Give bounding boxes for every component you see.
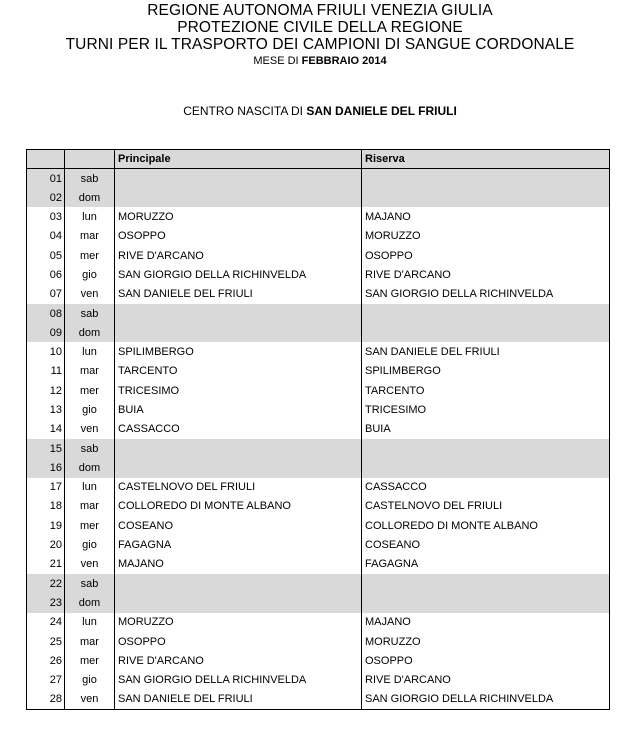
- table-row: [27, 265, 610, 284]
- table-row: [27, 207, 610, 226]
- weekday-cell: mer: [65, 651, 115, 670]
- table-row: [27, 458, 610, 477]
- day-cell: 22: [27, 574, 65, 593]
- center-name: SAN DANIELE DEL FRIULI: [306, 104, 457, 118]
- day-cell: 17: [27, 478, 65, 497]
- day-cell: 09: [27, 323, 65, 342]
- riserva-cell: BUIA: [362, 420, 610, 439]
- principale-cell: SAN GIORGIO DELLA RICHINVELDA: [115, 671, 362, 690]
- riserva-cell: TARCENTO: [362, 381, 610, 400]
- principale-cell: [115, 304, 362, 323]
- riserva-cell: FAGAGNA: [362, 555, 610, 574]
- principale-cell: MORUZZO: [115, 207, 362, 226]
- header-day: [27, 150, 65, 169]
- table-row: [27, 439, 610, 458]
- principale-cell: BUIA: [115, 400, 362, 419]
- riserva-cell: COSEANO: [362, 535, 610, 554]
- table-row: [27, 323, 610, 342]
- principale-cell: MORUZZO: [115, 613, 362, 632]
- header-principale: Principale: [115, 150, 362, 169]
- riserva-cell: SAN GIORGIO DELLA RICHINVELDA: [362, 690, 610, 709]
- weekday-cell: gio: [65, 400, 115, 419]
- table-row: [27, 593, 610, 612]
- day-cell: 11: [27, 362, 65, 381]
- principale-cell: [115, 593, 362, 612]
- day-cell: 25: [27, 632, 65, 651]
- day-cell: 18: [27, 497, 65, 516]
- table-row: [27, 400, 610, 419]
- weekday-cell: ven: [65, 285, 115, 304]
- region-title: REGIONE AUTONOMA FRIULI VENEZIA GIULIA: [147, 2, 493, 19]
- shift-table: [26, 149, 610, 710]
- day-cell: 07: [27, 285, 65, 304]
- month-line: [0, 54, 640, 68]
- principale-cell: COSEANO: [115, 516, 362, 535]
- table-row: [27, 478, 610, 497]
- day-cell: 27: [27, 671, 65, 690]
- principale-cell: MAJANO: [115, 555, 362, 574]
- weekday-cell: ven: [65, 420, 115, 439]
- day-cell: 01: [27, 169, 65, 188]
- table-row: [27, 613, 610, 632]
- header-weekday: [65, 150, 115, 169]
- riserva-cell: OSOPPO: [362, 651, 610, 670]
- table-row: [27, 362, 610, 381]
- principale-cell: OSOPPO: [115, 227, 362, 246]
- weekday-cell: lun: [65, 613, 115, 632]
- month-prefix: MESE DI: [253, 55, 299, 67]
- weekday-cell: mar: [65, 497, 115, 516]
- weekday-cell: dom: [65, 188, 115, 207]
- riserva-cell: TRICESIMO: [362, 400, 610, 419]
- day-cell: 20: [27, 535, 65, 554]
- table-row: [27, 516, 610, 535]
- table-row: [27, 342, 610, 361]
- principale-cell: [115, 169, 362, 188]
- table-header-row: [27, 150, 610, 169]
- weekday-cell: gio: [65, 535, 115, 554]
- weekday-cell: mar: [65, 362, 115, 381]
- weekday-cell: mar: [65, 227, 115, 246]
- principale-cell: CASTELNOVO DEL FRIULI: [115, 478, 362, 497]
- header-riserva: Riserva: [362, 150, 610, 169]
- weekday-cell: lun: [65, 342, 115, 361]
- principale-cell: CASSACCO: [115, 420, 362, 439]
- center-prefix: CENTRO NASCITA DI: [183, 104, 303, 118]
- weekday-cell: mar: [65, 632, 115, 651]
- principale-cell: TARCENTO: [115, 362, 362, 381]
- weekday-cell: ven: [65, 555, 115, 574]
- principale-cell: OSOPPO: [115, 632, 362, 651]
- riserva-cell: MAJANO: [362, 207, 610, 226]
- weekday-cell: lun: [65, 207, 115, 226]
- principale-cell: RIVE D'ARCANO: [115, 246, 362, 265]
- principale-cell: SAN GIORGIO DELLA RICHINVELDA: [115, 265, 362, 284]
- day-cell: 19: [27, 516, 65, 535]
- table-row: [27, 671, 610, 690]
- riserva-cell: [362, 574, 610, 593]
- table-row: [27, 227, 610, 246]
- table-row: [27, 381, 610, 400]
- riserva-cell: CASSACCO: [362, 478, 610, 497]
- principale-cell: SPILIMBERGO: [115, 342, 362, 361]
- table-row: [27, 632, 610, 651]
- riserva-cell: [362, 593, 610, 612]
- weekday-cell: sab: [65, 304, 115, 323]
- table-row: [27, 304, 610, 323]
- table-row: [27, 246, 610, 265]
- riserva-cell: [362, 304, 610, 323]
- riserva-cell: MAJANO: [362, 613, 610, 632]
- principale-cell: [115, 439, 362, 458]
- principale-cell: COLLOREDO DI MONTE ALBANO: [115, 497, 362, 516]
- day-cell: 10: [27, 342, 65, 361]
- table-row: [27, 555, 610, 574]
- riserva-cell: [362, 323, 610, 342]
- birth-center-line: [0, 104, 640, 118]
- weekday-cell: mer: [65, 381, 115, 400]
- day-cell: 16: [27, 458, 65, 477]
- riserva-cell: SAN GIORGIO DELLA RICHINVELDA: [362, 285, 610, 304]
- riserva-cell: MORUZZO: [362, 632, 610, 651]
- principale-cell: [115, 458, 362, 477]
- day-cell: 03: [27, 207, 65, 226]
- day-cell: 13: [27, 400, 65, 419]
- riserva-cell: SAN DANIELE DEL FRIULI: [362, 342, 610, 361]
- principale-cell: [115, 323, 362, 342]
- day-cell: 14: [27, 420, 65, 439]
- table-row: [27, 535, 610, 554]
- day-cell: 05: [27, 246, 65, 265]
- weekday-cell: mer: [65, 516, 115, 535]
- principale-cell: RIVE D'ARCANO: [115, 651, 362, 670]
- day-cell: 08: [27, 304, 65, 323]
- schedule-title: TURNI PER IL TRASPORTO DEI CAMPIONI DI SANGUE CORDONALE: [65, 36, 575, 53]
- weekday-cell: gio: [65, 671, 115, 690]
- weekday-cell: gio: [65, 265, 115, 284]
- riserva-cell: CASTELNOVO DEL FRIULI: [362, 497, 610, 516]
- day-cell: 02: [27, 188, 65, 207]
- weekday-cell: dom: [65, 458, 115, 477]
- riserva-cell: OSOPPO: [362, 246, 610, 265]
- weekday-cell: lun: [65, 478, 115, 497]
- table-row: [27, 285, 610, 304]
- table-row: [27, 651, 610, 670]
- day-cell: 23: [27, 593, 65, 612]
- table-row: [27, 420, 610, 439]
- riserva-cell: MORUZZO: [362, 227, 610, 246]
- weekday-cell: mer: [65, 246, 115, 265]
- table-row: [27, 497, 610, 516]
- month-value: FEBBRAIO 2014: [301, 55, 387, 67]
- day-cell: 21: [27, 555, 65, 574]
- riserva-cell: [362, 458, 610, 477]
- day-cell: 28: [27, 690, 65, 709]
- principale-cell: TRICESIMO: [115, 381, 362, 400]
- table-row: [27, 574, 610, 593]
- table-row: [27, 188, 610, 207]
- principale-cell: [115, 574, 362, 593]
- weekday-cell: sab: [65, 574, 115, 593]
- weekday-cell: sab: [65, 169, 115, 188]
- weekday-cell: dom: [65, 593, 115, 612]
- riserva-cell: RIVE D'ARCANO: [362, 671, 610, 690]
- riserva-cell: [362, 169, 610, 188]
- riserva-cell: RIVE D'ARCANO: [362, 265, 610, 284]
- table-row: [27, 690, 610, 709]
- table-row: [27, 169, 610, 188]
- weekday-cell: sab: [65, 439, 115, 458]
- day-cell: 26: [27, 651, 65, 670]
- principale-cell: SAN DANIELE DEL FRIULI: [115, 690, 362, 709]
- agency-title: PROTEZIONE CIVILE DELLA REGIONE: [177, 19, 463, 36]
- riserva-cell: [362, 188, 610, 207]
- day-cell: 06: [27, 265, 65, 284]
- day-cell: 15: [27, 439, 65, 458]
- principale-cell: FAGAGNA: [115, 535, 362, 554]
- document-header: [0, 2, 640, 68]
- riserva-cell: COLLOREDO DI MONTE ALBANO: [362, 516, 610, 535]
- day-cell: 24: [27, 613, 65, 632]
- principale-cell: [115, 188, 362, 207]
- riserva-cell: [362, 439, 610, 458]
- weekday-cell: dom: [65, 323, 115, 342]
- day-cell: 12: [27, 381, 65, 400]
- day-cell: 04: [27, 227, 65, 246]
- weekday-cell: ven: [65, 690, 115, 709]
- principale-cell: SAN DANIELE DEL FRIULI: [115, 285, 362, 304]
- riserva-cell: SPILIMBERGO: [362, 362, 610, 381]
